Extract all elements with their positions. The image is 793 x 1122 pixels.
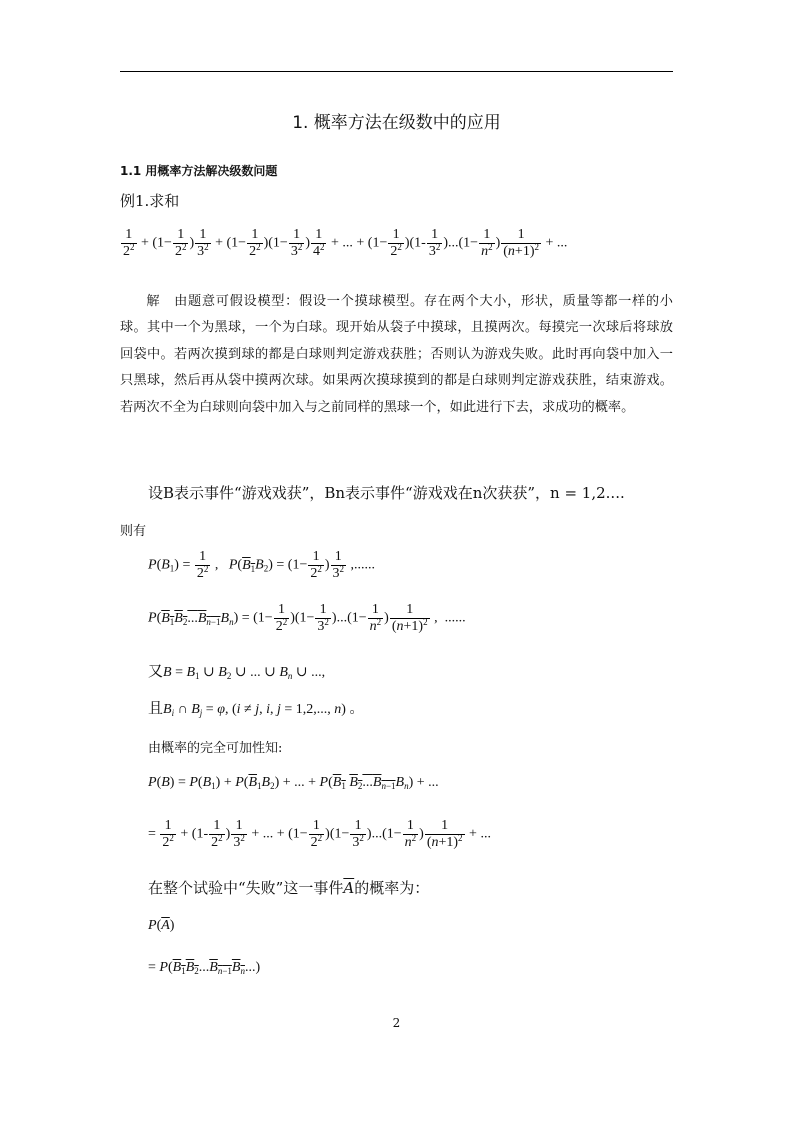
- eq-union: 又$B = B_1$ ∪ $B_2$ ∪ ... ∪ $B_n$ ∪ ...,: [148, 664, 326, 681]
- eq-pb: $P(B) = P(B_1) + P(\overline{B}_1B_2)$ + ... + $P(B_1$ $B_2...B_{n-1}B_n$) + ...: [148, 775, 439, 791]
- page-number: 2: [392, 1016, 401, 1030]
- eq-pa2: = $P(B_1B_2...B_{n-1}B_n...)$: [148, 960, 261, 976]
- example-label: 例1.求和: [120, 192, 180, 210]
- failure-text: 在整个试验中“失败”这一事件$\overline{A}$的概率为：: [148, 879, 430, 897]
- eq-sum: = $\frac{1}{2^2}$ + (1- $\frac{1}{2^2}$ ) $\frac{1}{3^2}$ + ... + (1− $\frac{1}{2^2}$ )(1− $\frac{1}{3^2}$ )...(1− $\frac{1}{n^2}$ ) $\frac{1}{(n+1)^2}$ + ...: [148, 818, 491, 850]
- event-definition: 设B表示事件“游戏戏获”，Bn表示事件“游戏戏在n次获获”，n = 1,2....: [148, 484, 625, 502]
- eq-pa: $P(\overline{A})$: [148, 918, 175, 933]
- then-label: 则有: [120, 524, 147, 539]
- eq-pbn: $P(B_1B_2...B_{n-1}B_n) = (1-$ $\frac{1}{2^2}$ )(1− $\frac{1}{3^2}$ )...(1− $\frac{1}{n^2}$ ) $\frac{1}{(n+1)^2}$ , ......: [148, 602, 466, 634]
- solution-paragraph: [120, 289, 673, 421]
- eq-pb1: $P(B_1)$ = $\frac{1}{2^2}$ , $P(B_1B_2) = (1-$ $\frac{1}{2^2}$ ) $\frac{1}{3^2}$ ,......: [148, 549, 376, 581]
- series-formula: $\frac{1}{2^2}$ + (1− $\frac{1}{2^2}$ ) $\frac{1}{3^2}$ + (1− $\frac{1}{2^2}$ )(1− $\frac{1}{3^2}$ ) $\frac{1}{4^2}$ + ... + (1− $\frac{1}{2^2}$ )(1- $\frac{1}{3^2}$ )...(1− $\frac{1}{n^2}$ ) $\frac{1}{(n+1)^2}$ + ...: [123, 227, 568, 259]
- page-title: 1. 概率方法在级数中的应用: [292, 113, 501, 133]
- section-heading: 1.1 用概率方法解决级数问题: [120, 164, 278, 178]
- eq-disjoint: 且$B_i$ ∩ $B_j = \varphi$, (i ≠ j, i, j = 1,2,..., n) 。: [148, 701, 364, 718]
- header-rule: [120, 71, 673, 72]
- solution-text: 解 由题意可假设模型：假设一个摸球模型。存在两个大小，形状，质量等都一样的小球。其中一个为黑球，一个为白球。现开始从袋子中摸球，且摸两次。每摸完一次球后将球放回袋中。若两次摸到球的都是白球则判定游戏获胜；否则认为游戏失败。此时再向袋中加入一只黑球，然后再从袋中摸两次球。如果两次摸球摸到的都是白球则判定游戏获胜，结束游戏。若两次不全为白球则向袋中加入与之前同样的黑球一个，如此进行下去，求成功的概率。: [120, 294, 673, 415]
- additivity-text: 由概率的完全可加性知:: [148, 741, 283, 756]
